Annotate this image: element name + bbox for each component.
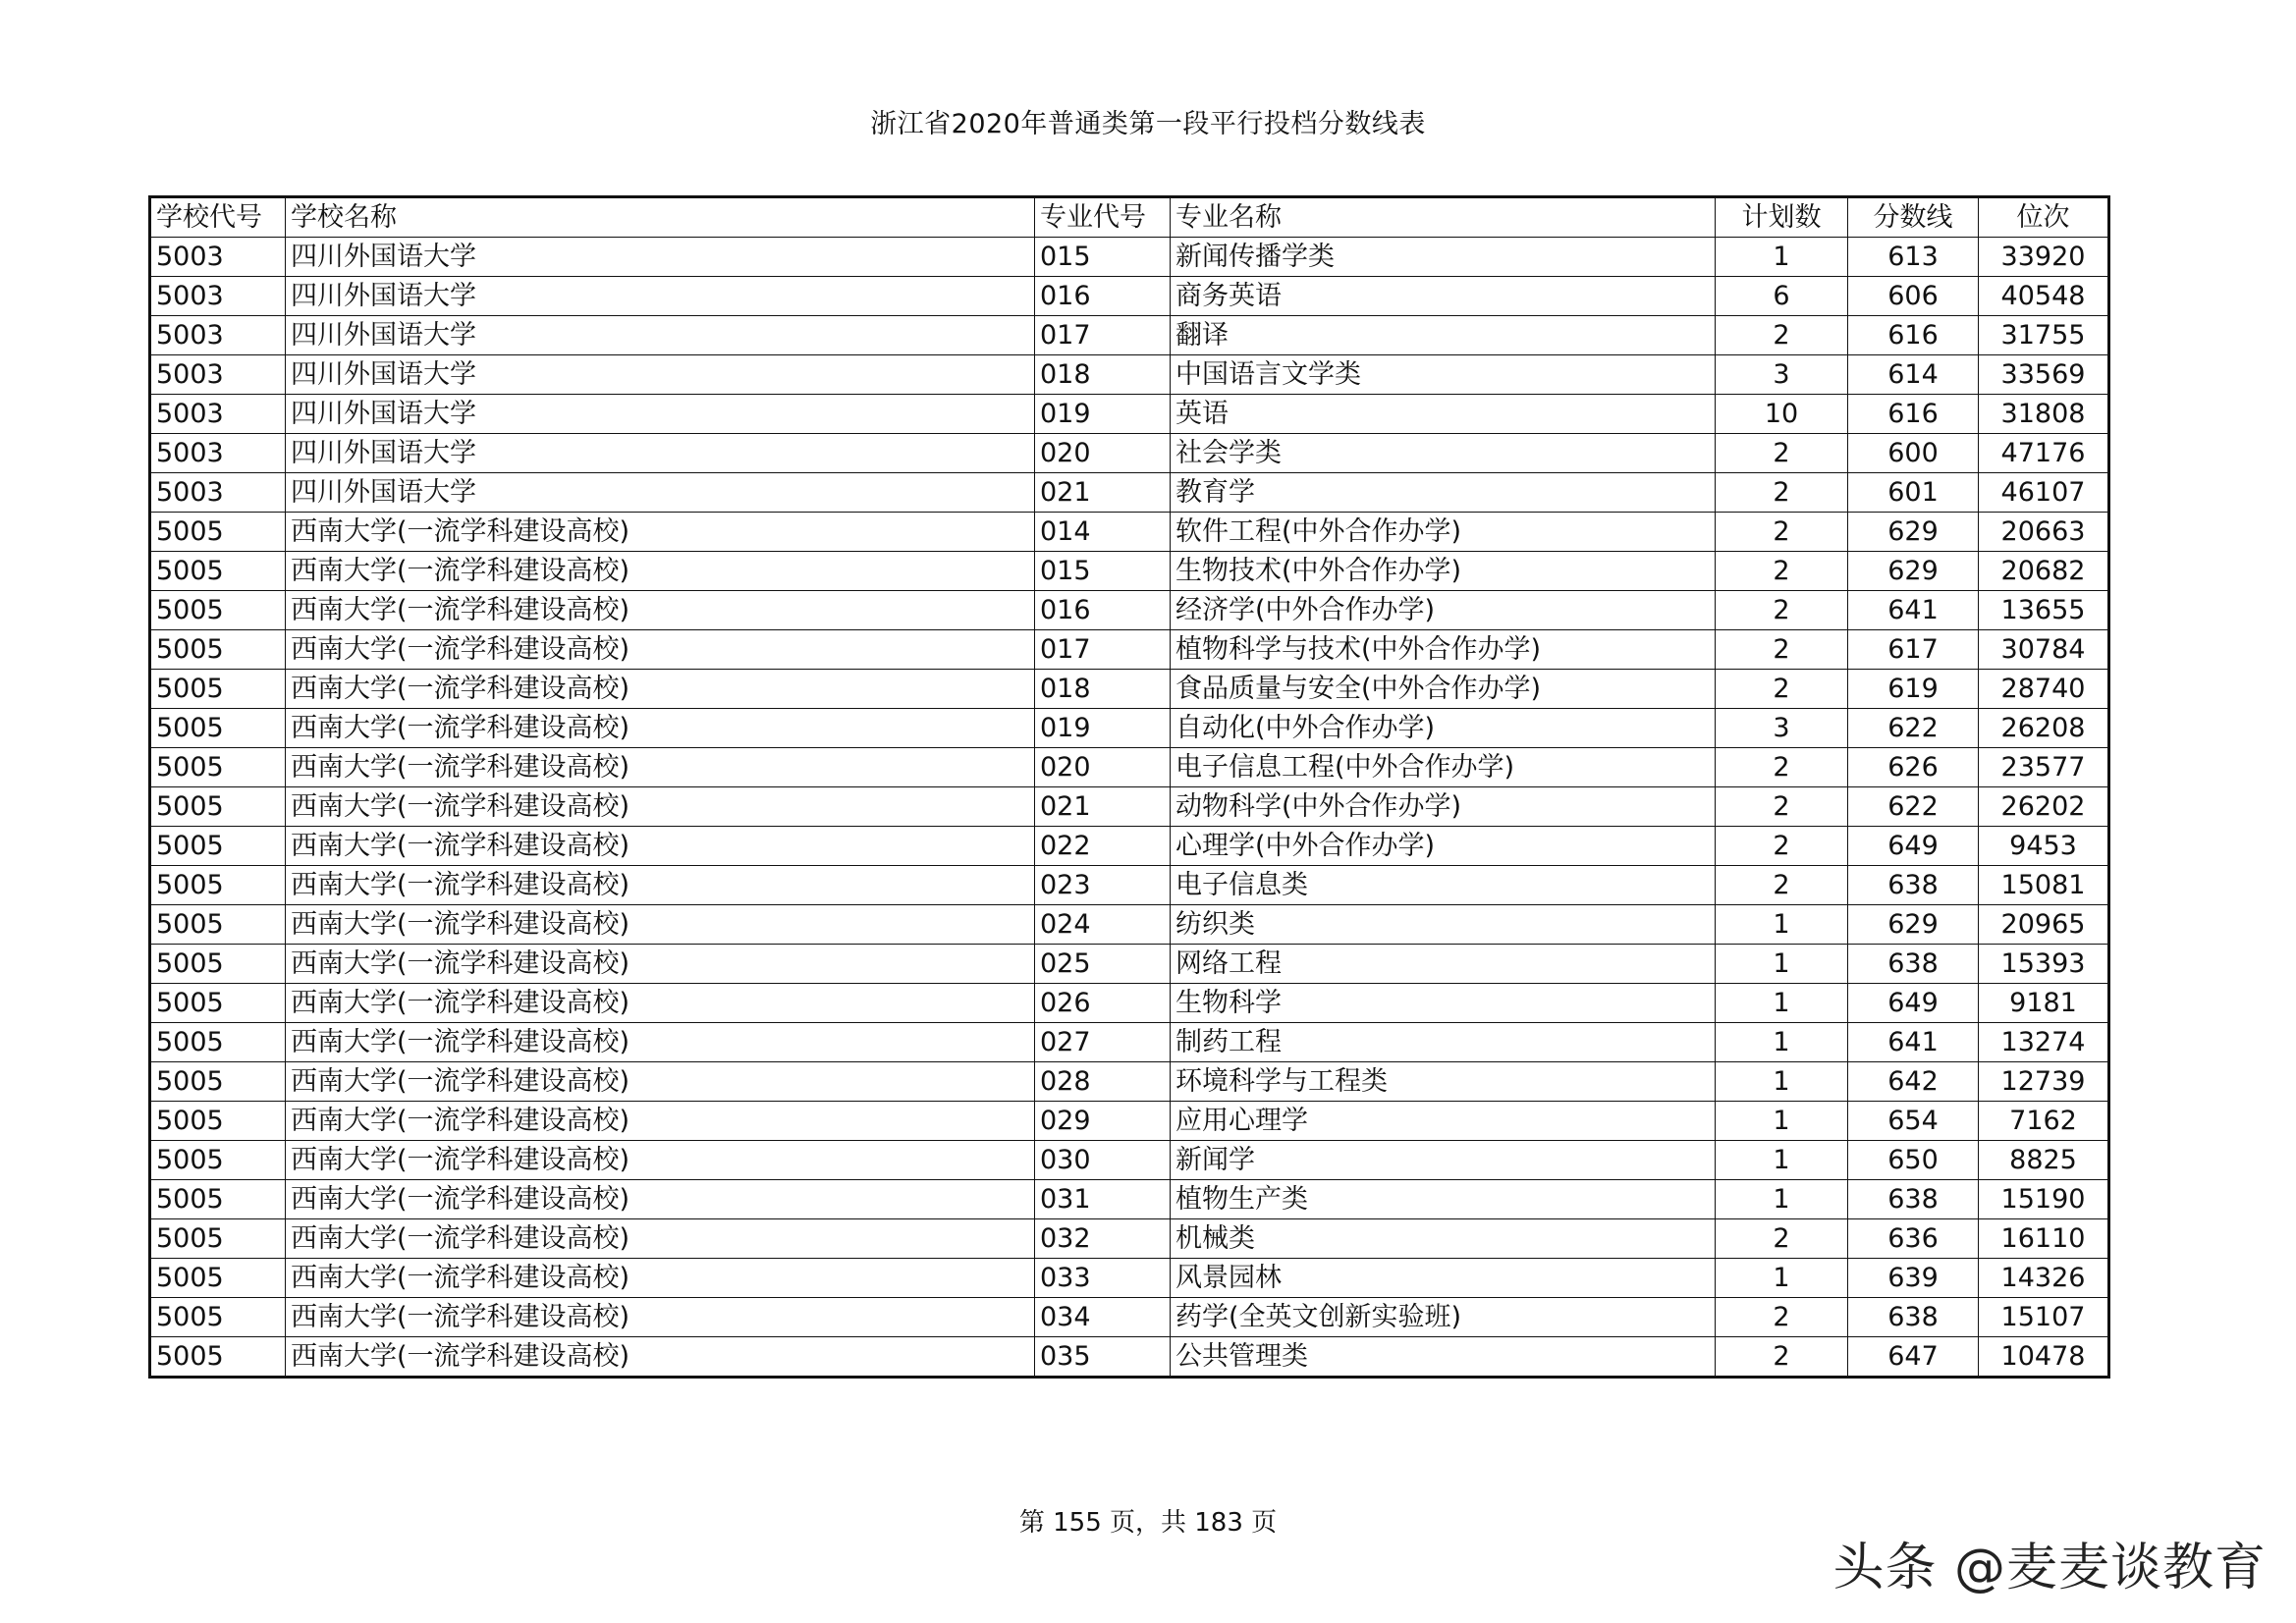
cell-school-name: 西南大学(一流学科建设高校)	[286, 1180, 1035, 1219]
cell-major-name: 商务英语	[1171, 277, 1716, 316]
cell-plan-count: 2	[1716, 748, 1848, 787]
cell-major-name: 新闻学	[1171, 1141, 1716, 1180]
cell-plan-count: 1	[1716, 1141, 1848, 1180]
table-row	[150, 355, 2109, 395]
table-row	[150, 552, 2109, 591]
header-rank: 位次	[1979, 197, 2109, 238]
cell-rank: 9453	[1979, 827, 2109, 866]
cell-major-code: 022	[1035, 827, 1171, 866]
table-row	[150, 513, 2109, 552]
cell-rank: 16110	[1979, 1219, 2109, 1259]
cell-school-name: 四川外国语大学	[286, 355, 1035, 395]
cell-major-code: 025	[1035, 945, 1171, 984]
table-row	[150, 473, 2109, 513]
table-row	[150, 1102, 2109, 1141]
cell-major-name: 英语	[1171, 395, 1716, 434]
cell-school-name: 四川外国语大学	[286, 316, 1035, 355]
cell-school-name: 四川外国语大学	[286, 473, 1035, 513]
cell-major-name: 心理学(中外合作办学)	[1171, 827, 1716, 866]
cell-plan-count: 1	[1716, 945, 1848, 984]
cell-rank: 23577	[1979, 748, 2109, 787]
cell-rank: 12739	[1979, 1062, 2109, 1102]
cell-major-name: 生物技术(中外合作办学)	[1171, 552, 1716, 591]
watermark: 头条 @麦麦谈教育	[1832, 1539, 2267, 1597]
cell-major-code: 018	[1035, 355, 1171, 395]
cell-major-name: 植物科学与技术(中外合作办学)	[1171, 630, 1716, 670]
cell-rank: 47176	[1979, 434, 2109, 473]
cell-school-name: 四川外国语大学	[286, 395, 1035, 434]
cell-school-code: 5005	[150, 670, 286, 709]
cell-rank: 20682	[1979, 552, 2109, 591]
score-table	[148, 195, 2110, 1379]
cell-school-name: 西南大学(一流学科建设高校)	[286, 984, 1035, 1023]
cell-school-code: 5005	[150, 1337, 286, 1378]
cell-school-code: 5003	[150, 395, 286, 434]
cell-plan-count: 2	[1716, 630, 1848, 670]
cell-major-code: 014	[1035, 513, 1171, 552]
cell-plan-count: 1	[1716, 984, 1848, 1023]
cell-major-code: 015	[1035, 552, 1171, 591]
table-row	[150, 709, 2109, 748]
cell-rank: 26208	[1979, 709, 2109, 748]
table-row	[150, 395, 2109, 434]
cell-plan-count: 2	[1716, 316, 1848, 355]
cell-plan-count: 1	[1716, 1180, 1848, 1219]
cell-score-line: 606	[1848, 277, 1979, 316]
cell-plan-count: 2	[1716, 513, 1848, 552]
cell-rank: 31808	[1979, 395, 2109, 434]
cell-school-code: 5003	[150, 355, 286, 395]
table-row	[150, 238, 2109, 277]
cell-plan-count: 2	[1716, 866, 1848, 905]
cell-school-code: 5003	[150, 316, 286, 355]
cell-score-line: 629	[1848, 513, 1979, 552]
cell-school-code: 5005	[150, 591, 286, 630]
cell-major-code: 029	[1035, 1102, 1171, 1141]
cell-major-name: 电子信息工程(中外合作办学)	[1171, 748, 1716, 787]
cell-school-code: 5005	[150, 513, 286, 552]
cell-score-line: 614	[1848, 355, 1979, 395]
table-row	[150, 1259, 2109, 1298]
cell-rank: 15393	[1979, 945, 2109, 984]
cell-school-name: 西南大学(一流学科建设高校)	[286, 513, 1035, 552]
cell-score-line: 649	[1848, 984, 1979, 1023]
cell-major-code: 024	[1035, 905, 1171, 945]
cell-score-line: 641	[1848, 591, 1979, 630]
table-row	[150, 630, 2109, 670]
table-row	[150, 1298, 2109, 1337]
cell-major-name: 风景园林	[1171, 1259, 1716, 1298]
table-row	[150, 1141, 2109, 1180]
cell-school-code: 5005	[150, 905, 286, 945]
cell-major-code: 023	[1035, 866, 1171, 905]
table-row	[150, 277, 2109, 316]
cell-plan-count: 1	[1716, 1023, 1848, 1062]
table-row	[150, 670, 2109, 709]
cell-rank: 20663	[1979, 513, 2109, 552]
cell-major-name: 植物生产类	[1171, 1180, 1716, 1219]
cell-major-code: 034	[1035, 1298, 1171, 1337]
cell-major-code: 019	[1035, 709, 1171, 748]
cell-major-name: 教育学	[1171, 473, 1716, 513]
cell-major-code: 021	[1035, 787, 1171, 827]
cell-school-name: 西南大学(一流学科建设高校)	[286, 670, 1035, 709]
cell-school-name: 西南大学(一流学科建设高校)	[286, 905, 1035, 945]
cell-plan-count: 1	[1716, 1259, 1848, 1298]
cell-school-code: 5005	[150, 827, 286, 866]
header-major-name: 专业名称	[1171, 197, 1716, 238]
cell-plan-count: 2	[1716, 473, 1848, 513]
cell-major-code: 015	[1035, 238, 1171, 277]
header-score-line: 分数线	[1848, 197, 1979, 238]
table-row	[150, 1062, 2109, 1102]
cell-major-code: 033	[1035, 1259, 1171, 1298]
cell-major-code: 018	[1035, 670, 1171, 709]
cell-school-code: 5005	[150, 709, 286, 748]
cell-major-name: 动物科学(中外合作办学)	[1171, 787, 1716, 827]
cell-plan-count: 1	[1716, 1102, 1848, 1141]
cell-score-line: 641	[1848, 1023, 1979, 1062]
cell-score-line: 600	[1848, 434, 1979, 473]
table-row	[150, 316, 2109, 355]
cell-major-name: 经济学(中外合作办学)	[1171, 591, 1716, 630]
cell-rank: 7162	[1979, 1102, 2109, 1141]
header-plan-count: 计划数	[1716, 197, 1848, 238]
cell-major-code: 028	[1035, 1062, 1171, 1102]
cell-school-name: 西南大学(一流学科建设高校)	[286, 1337, 1035, 1378]
cell-major-code: 027	[1035, 1023, 1171, 1062]
cell-school-code: 5005	[150, 1180, 286, 1219]
cell-score-line: 629	[1848, 552, 1979, 591]
cell-major-name: 纺织类	[1171, 905, 1716, 945]
cell-school-code: 5005	[150, 866, 286, 905]
header-major-code: 专业代号	[1035, 197, 1171, 238]
cell-score-line: 639	[1848, 1259, 1979, 1298]
cell-school-code: 5003	[150, 434, 286, 473]
cell-score-line: 650	[1848, 1141, 1979, 1180]
cell-school-code: 5005	[150, 1062, 286, 1102]
cell-major-name: 软件工程(中外合作办学)	[1171, 513, 1716, 552]
cell-score-line: 617	[1848, 630, 1979, 670]
cell-rank: 20965	[1979, 905, 2109, 945]
cell-plan-count: 2	[1716, 1337, 1848, 1378]
cell-plan-count: 6	[1716, 277, 1848, 316]
cell-school-code: 5005	[150, 1023, 286, 1062]
table-row	[150, 1180, 2109, 1219]
table-row	[150, 1219, 2109, 1259]
cell-school-name: 西南大学(一流学科建设高校)	[286, 552, 1035, 591]
cell-score-line: 616	[1848, 316, 1979, 355]
cell-score-line: 622	[1848, 709, 1979, 748]
cell-school-code: 5003	[150, 473, 286, 513]
cell-rank: 33920	[1979, 238, 2109, 277]
cell-rank: 15190	[1979, 1180, 2109, 1219]
cell-plan-count: 2	[1716, 827, 1848, 866]
cell-major-name: 电子信息类	[1171, 866, 1716, 905]
cell-school-name: 四川外国语大学	[286, 277, 1035, 316]
cell-plan-count: 2	[1716, 552, 1848, 591]
cell-major-name: 中国语言文学类	[1171, 355, 1716, 395]
cell-plan-count: 10	[1716, 395, 1848, 434]
cell-plan-count: 1	[1716, 238, 1848, 277]
cell-school-code: 5005	[150, 1298, 286, 1337]
cell-school-name: 西南大学(一流学科建设高校)	[286, 1141, 1035, 1180]
cell-major-code: 020	[1035, 434, 1171, 473]
table-row	[150, 434, 2109, 473]
cell-plan-count: 2	[1716, 591, 1848, 630]
cell-school-code: 5005	[150, 748, 286, 787]
cell-rank: 46107	[1979, 473, 2109, 513]
cell-school-code: 5005	[150, 787, 286, 827]
cell-school-name: 西南大学(一流学科建设高校)	[286, 866, 1035, 905]
cell-score-line: 616	[1848, 395, 1979, 434]
cell-rank: 31755	[1979, 316, 2109, 355]
score-table-container	[148, 195, 2107, 1379]
cell-score-line: 638	[1848, 945, 1979, 984]
cell-plan-count: 3	[1716, 709, 1848, 748]
cell-plan-count: 2	[1716, 1219, 1848, 1259]
cell-plan-count: 2	[1716, 1298, 1848, 1337]
table-row	[150, 748, 2109, 787]
cell-school-code: 5003	[150, 238, 286, 277]
cell-plan-count: 2	[1716, 787, 1848, 827]
cell-school-code: 5005	[150, 1219, 286, 1259]
cell-major-code: 017	[1035, 630, 1171, 670]
cell-score-line: 638	[1848, 1180, 1979, 1219]
cell-plan-count: 2	[1716, 670, 1848, 709]
table-body	[150, 238, 2109, 1378]
cell-school-name: 西南大学(一流学科建设高校)	[286, 1259, 1035, 1298]
cell-school-name: 四川外国语大学	[286, 238, 1035, 277]
cell-school-name: 西南大学(一流学科建设高校)	[286, 827, 1035, 866]
cell-score-line: 638	[1848, 1298, 1979, 1337]
table-row	[150, 1337, 2109, 1378]
cell-major-name: 翻译	[1171, 316, 1716, 355]
cell-rank: 15081	[1979, 866, 2109, 905]
cell-score-line: 613	[1848, 238, 1979, 277]
cell-major-name: 网络工程	[1171, 945, 1716, 984]
cell-school-name: 西南大学(一流学科建设高校)	[286, 1298, 1035, 1337]
cell-major-code: 026	[1035, 984, 1171, 1023]
cell-major-code: 017	[1035, 316, 1171, 355]
cell-score-line: 649	[1848, 827, 1979, 866]
cell-score-line: 626	[1848, 748, 1979, 787]
cell-school-name: 西南大学(一流学科建设高校)	[286, 1219, 1035, 1259]
cell-school-name: 西南大学(一流学科建设高校)	[286, 709, 1035, 748]
cell-plan-count: 1	[1716, 905, 1848, 945]
cell-major-name: 食品质量与安全(中外合作办学)	[1171, 670, 1716, 709]
cell-score-line: 622	[1848, 787, 1979, 827]
cell-rank: 10478	[1979, 1337, 2109, 1378]
cell-score-line: 601	[1848, 473, 1979, 513]
cell-rank: 14326	[1979, 1259, 2109, 1298]
cell-rank: 33569	[1979, 355, 2109, 395]
cell-score-line: 642	[1848, 1062, 1979, 1102]
cell-school-name: 西南大学(一流学科建设高校)	[286, 630, 1035, 670]
cell-school-code: 5005	[150, 630, 286, 670]
cell-rank: 26202	[1979, 787, 2109, 827]
cell-major-code: 019	[1035, 395, 1171, 434]
cell-major-name: 新闻传播学类	[1171, 238, 1716, 277]
cell-major-code: 020	[1035, 748, 1171, 787]
cell-major-name: 制药工程	[1171, 1023, 1716, 1062]
cell-school-code: 5005	[150, 1259, 286, 1298]
cell-rank: 13274	[1979, 1023, 2109, 1062]
cell-rank: 8825	[1979, 1141, 2109, 1180]
table-row	[150, 1023, 2109, 1062]
header-school-name: 学校名称	[286, 197, 1035, 238]
cell-rank: 15107	[1979, 1298, 2109, 1337]
cell-school-code: 5005	[150, 945, 286, 984]
cell-score-line: 638	[1848, 866, 1979, 905]
header-school-code: 学校代号	[150, 197, 286, 238]
cell-school-name: 西南大学(一流学科建设高校)	[286, 1062, 1035, 1102]
cell-major-name: 应用心理学	[1171, 1102, 1716, 1141]
cell-school-name: 西南大学(一流学科建设高校)	[286, 1023, 1035, 1062]
cell-major-name: 社会学类	[1171, 434, 1716, 473]
cell-major-code: 016	[1035, 591, 1171, 630]
cell-school-code: 5005	[150, 552, 286, 591]
cell-major-name: 环境科学与工程类	[1171, 1062, 1716, 1102]
cell-major-code: 035	[1035, 1337, 1171, 1378]
page-title: 浙江省2020年普通类第一段平行投档分数线表	[870, 109, 1426, 139]
cell-school-code: 5005	[150, 984, 286, 1023]
cell-rank: 9181	[1979, 984, 2109, 1023]
cell-score-line: 647	[1848, 1337, 1979, 1378]
cell-school-name: 西南大学(一流学科建设高校)	[286, 1102, 1035, 1141]
cell-school-code: 5005	[150, 1102, 286, 1141]
cell-school-name: 西南大学(一流学科建设高校)	[286, 787, 1035, 827]
table-header-row	[150, 197, 2109, 238]
cell-major-name: 药学(全英文创新实验班)	[1171, 1298, 1716, 1337]
cell-plan-count: 2	[1716, 434, 1848, 473]
cell-major-name: 机械类	[1171, 1219, 1716, 1259]
cell-major-code: 016	[1035, 277, 1171, 316]
cell-school-name: 西南大学(一流学科建设高校)	[286, 748, 1035, 787]
cell-major-name: 自动化(中外合作办学)	[1171, 709, 1716, 748]
cell-major-code: 031	[1035, 1180, 1171, 1219]
table-row	[150, 905, 2109, 945]
cell-rank: 13655	[1979, 591, 2109, 630]
table-row	[150, 827, 2109, 866]
table-row	[150, 945, 2109, 984]
page-number: 第 155 页，共 183 页	[1018, 1508, 1278, 1538]
cell-major-code: 030	[1035, 1141, 1171, 1180]
table-row	[150, 591, 2109, 630]
cell-major-name: 生物科学	[1171, 984, 1716, 1023]
cell-plan-count: 3	[1716, 355, 1848, 395]
cell-score-line: 654	[1848, 1102, 1979, 1141]
cell-score-line: 629	[1848, 905, 1979, 945]
table-row	[150, 787, 2109, 827]
cell-rank: 30784	[1979, 630, 2109, 670]
table-row	[150, 866, 2109, 905]
cell-major-code: 021	[1035, 473, 1171, 513]
cell-rank: 28740	[1979, 670, 2109, 709]
cell-school-code: 5003	[150, 277, 286, 316]
cell-score-line: 636	[1848, 1219, 1979, 1259]
cell-school-name: 西南大学(一流学科建设高校)	[286, 591, 1035, 630]
cell-rank: 40548	[1979, 277, 2109, 316]
cell-major-name: 公共管理类	[1171, 1337, 1716, 1378]
table-row	[150, 984, 2109, 1023]
cell-score-line: 619	[1848, 670, 1979, 709]
cell-major-code: 032	[1035, 1219, 1171, 1259]
cell-plan-count: 1	[1716, 1062, 1848, 1102]
cell-school-code: 5005	[150, 1141, 286, 1180]
cell-school-name: 四川外国语大学	[286, 434, 1035, 473]
cell-school-name: 西南大学(一流学科建设高校)	[286, 945, 1035, 984]
